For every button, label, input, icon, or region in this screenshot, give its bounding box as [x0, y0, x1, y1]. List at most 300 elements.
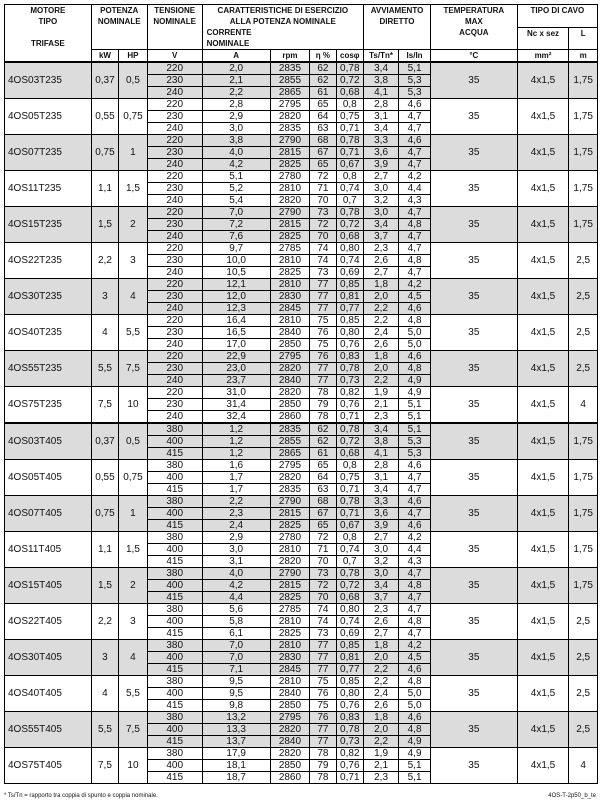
current-ratio: 5,3: [399, 448, 431, 460]
cable-section: 4x1,5: [517, 423, 569, 460]
rpm: 2840: [270, 688, 310, 700]
current: 13,3: [202, 724, 270, 736]
rpm: 2815: [270, 508, 310, 520]
power-factor: 0,74: [336, 544, 363, 556]
cable-length: 1,75: [569, 62, 598, 99]
current: 9,7: [202, 243, 270, 255]
power-factor: 0,77: [336, 303, 363, 315]
cable-length: 2,5: [569, 676, 598, 712]
header-cable-length: L: [569, 27, 598, 50]
motor-model: 4OS40T405: [5, 676, 92, 712]
current: 7,1: [202, 664, 270, 676]
table-header: [5, 5, 598, 63]
current: 9,5: [202, 688, 270, 700]
power-kw: 0,37: [91, 62, 118, 99]
current-ratio: 4,6: [399, 520, 431, 532]
rpm: 2825: [270, 520, 310, 532]
motor-model: 4OS03T235: [5, 62, 92, 99]
efficiency: 75: [310, 700, 336, 712]
table-row: [5, 568, 598, 580]
efficiency: 64: [310, 111, 336, 123]
current: 2,0: [202, 62, 270, 75]
motor-model: 4OS55T405: [5, 712, 92, 748]
table-row: [5, 351, 598, 363]
table-row: [5, 423, 598, 436]
power-factor: 0,69: [336, 267, 363, 279]
max-water-temp: 35: [430, 315, 517, 351]
torque-ratio: 1,9: [364, 748, 399, 760]
voltage: 415: [147, 700, 202, 712]
current-ratio: 4,7: [399, 508, 431, 520]
rpm: 2830: [270, 291, 310, 303]
voltage: 400: [147, 652, 202, 664]
unit-label: °C: [430, 50, 517, 63]
voltage: 415: [147, 736, 202, 748]
power-hp: 10: [119, 387, 148, 424]
power-factor: 0,72: [336, 436, 363, 448]
current: 31,4: [202, 399, 270, 411]
current: 5,4: [202, 195, 270, 207]
motor-model: 4OS40T235: [5, 315, 92, 351]
torque-ratio: 2,6: [364, 616, 399, 628]
torque-ratio: 3,6: [364, 147, 399, 159]
power-kw: 4: [91, 676, 118, 712]
power-factor: 0,78: [336, 363, 363, 375]
voltage: 230: [147, 291, 202, 303]
torque-ratio: 2,2: [364, 303, 399, 315]
voltage: 240: [147, 195, 202, 207]
current-ratio: 4,5: [399, 291, 431, 303]
efficiency: 63: [310, 484, 336, 496]
voltage: 380: [147, 423, 202, 436]
current-ratio: 4,7: [399, 628, 431, 640]
voltage: 415: [147, 556, 202, 568]
current: 22,9: [202, 351, 270, 363]
power-hp: 10: [119, 748, 148, 784]
power-kw: 0,55: [91, 99, 118, 135]
cable-section: 4x1,5: [517, 62, 569, 99]
rpm: 2835: [270, 423, 310, 436]
power-hp: 3: [119, 604, 148, 640]
power-hp: 0,75: [119, 99, 148, 135]
power-factor: 0,71: [336, 772, 363, 784]
rpm: 2795: [270, 712, 310, 724]
torque-ratio: 3,6: [364, 508, 399, 520]
current-ratio: 4,8: [399, 315, 431, 327]
current: 12,1: [202, 279, 270, 291]
efficiency: 65: [310, 159, 336, 171]
current: 18,7: [202, 772, 270, 784]
cable-section: 4x1,5: [517, 387, 569, 424]
torque-ratio: 1,8: [364, 279, 399, 291]
cable-section: 4x1,5: [517, 135, 569, 171]
voltage: 240: [147, 231, 202, 243]
current-ratio: 4,8: [399, 676, 431, 688]
power-factor: 0,71: [336, 147, 363, 159]
efficiency: 77: [310, 303, 336, 315]
efficiency: 78: [310, 387, 336, 399]
efficiency: 76: [310, 712, 336, 724]
current-ratio: 4,2: [399, 171, 431, 183]
torque-ratio: 2,3: [364, 772, 399, 784]
max-water-temp: 35: [430, 532, 517, 568]
power-factor: 0,80: [336, 327, 363, 339]
torque-ratio: 3,0: [364, 183, 399, 195]
rpm: 2790: [270, 568, 310, 580]
cable-section: 4x1,5: [517, 748, 569, 784]
max-water-temp: 35: [430, 712, 517, 748]
motor-model: 4OS11T405: [5, 532, 92, 568]
rpm: 2810: [270, 616, 310, 628]
voltage: 415: [147, 664, 202, 676]
voltage: 380: [147, 676, 202, 688]
torque-ratio: 3,1: [364, 111, 399, 123]
current: 7,0: [202, 640, 270, 652]
cable-section: 4x1,5: [517, 532, 569, 568]
voltage: 220: [147, 207, 202, 219]
current-ratio: 4,3: [399, 195, 431, 207]
current-ratio: 4,2: [399, 279, 431, 291]
current: 13,7: [202, 736, 270, 748]
header-cable-section: Nc x sez: [517, 27, 569, 50]
torque-ratio: 2,0: [364, 291, 399, 303]
document-code: 4OS-T-2p50_b_te: [548, 793, 596, 799]
power-factor: 0,83: [336, 712, 363, 724]
table-row: [5, 207, 598, 219]
efficiency: 78: [310, 748, 336, 760]
power-factor: 0,68: [336, 592, 363, 604]
efficiency: 65: [310, 520, 336, 532]
current: 16,4: [202, 315, 270, 327]
current-ratio: 5,0: [399, 700, 431, 712]
table-row: [5, 135, 598, 147]
torque-ratio: 1,8: [364, 712, 399, 724]
efficiency: 73: [310, 628, 336, 640]
rpm: 2810: [270, 640, 310, 652]
rpm: 2825: [270, 159, 310, 171]
unit-label: V: [147, 50, 202, 63]
rpm: 2850: [270, 399, 310, 411]
torque-ratio: 3,3: [364, 496, 399, 508]
rpm: 2820: [270, 748, 310, 760]
current: 9,5: [202, 676, 270, 688]
current: 23,0: [202, 363, 270, 375]
current: 10,5: [202, 267, 270, 279]
rpm: 2810: [270, 315, 310, 327]
current-ratio: 5,1: [399, 62, 431, 75]
current: 3,1: [202, 556, 270, 568]
current-ratio: 4,6: [399, 496, 431, 508]
max-water-temp: 35: [430, 423, 517, 460]
current: 1,7: [202, 472, 270, 484]
max-water-temp: 35: [430, 640, 517, 676]
torque-ratio: 3,4: [364, 580, 399, 592]
efficiency: 72: [310, 532, 336, 544]
voltage: 415: [147, 520, 202, 532]
power-kw: 4: [91, 315, 118, 351]
unit-label: kW: [91, 50, 118, 63]
unit-label: rpm: [270, 50, 310, 63]
header-cable: TIPO DI CAVO: [517, 5, 597, 28]
cable-length: 2,5: [569, 640, 598, 676]
power-factor: 0,67: [336, 520, 363, 532]
power-factor: 0,67: [336, 159, 363, 171]
efficiency: 77: [310, 652, 336, 664]
current-ratio: 4,7: [399, 592, 431, 604]
voltage: 220: [147, 387, 202, 399]
voltage: 220: [147, 243, 202, 255]
rpm: 2780: [270, 532, 310, 544]
current: 17,0: [202, 339, 270, 351]
current-ratio: 4,6: [399, 135, 431, 147]
efficiency: 74: [310, 243, 336, 255]
rpm: 2865: [270, 87, 310, 99]
current-ratio: 5,3: [399, 87, 431, 99]
power-factor: 0,82: [336, 387, 363, 399]
power-hp: 4: [119, 279, 148, 315]
motor-model: 4OS11T235: [5, 171, 92, 207]
rpm: 2785: [270, 604, 310, 616]
power-factor: 0,74: [336, 616, 363, 628]
current-ratio: 5,1: [399, 399, 431, 411]
header-temp: TEMPERATURA MAX ACQUA: [430, 5, 517, 50]
voltage: 230: [147, 183, 202, 195]
power-hp: 5,5: [119, 676, 148, 712]
current: 12,3: [202, 303, 270, 315]
power-factor: 0,81: [336, 291, 363, 303]
power-factor: 0,78: [336, 135, 363, 147]
current: 23,7: [202, 375, 270, 387]
power-factor: 0,73: [336, 736, 363, 748]
cable-section: 4x1,5: [517, 496, 569, 532]
motor-model: 4OS15T405: [5, 568, 92, 604]
rpm: 2820: [270, 195, 310, 207]
voltage: 230: [147, 111, 202, 123]
cable-length: 2,5: [569, 604, 598, 640]
current-ratio: 4,7: [399, 123, 431, 135]
cable-section: 4x1,5: [517, 99, 569, 135]
torque-ratio: 2,7: [364, 628, 399, 640]
rpm: 2825: [270, 267, 310, 279]
motor-model: 4OS05T235: [5, 99, 92, 135]
max-water-temp: 35: [430, 568, 517, 604]
power-factor: 0,72: [336, 75, 363, 87]
efficiency: 75: [310, 676, 336, 688]
efficiency: 77: [310, 724, 336, 736]
efficiency: 77: [310, 375, 336, 387]
power-factor: 0,68: [336, 448, 363, 460]
current: 18,1: [202, 760, 270, 772]
power-factor: 0,75: [336, 472, 363, 484]
unit-label: HP: [119, 50, 148, 63]
power-hp: 1,5: [119, 171, 148, 207]
current-ratio: 4,2: [399, 532, 431, 544]
torque-ratio: 2,0: [364, 652, 399, 664]
efficiency: 68: [310, 135, 336, 147]
cable-section: 4x1,5: [517, 351, 569, 387]
current-ratio: 4,4: [399, 544, 431, 556]
current-ratio: 4,6: [399, 664, 431, 676]
current: 4,4: [202, 592, 270, 604]
table-row: [5, 99, 598, 111]
table-row: [5, 243, 598, 255]
efficiency: 72: [310, 219, 336, 231]
efficiency: 72: [310, 580, 336, 592]
current-ratio: 4,8: [399, 363, 431, 375]
current-ratio: 4,9: [399, 387, 431, 399]
voltage: 380: [147, 460, 202, 472]
cable-length: 1,75: [569, 496, 598, 532]
power-factor: 0,81: [336, 652, 363, 664]
current: 4,2: [202, 159, 270, 171]
efficiency: 71: [310, 183, 336, 195]
cable-section: 4x1,5: [517, 712, 569, 748]
voltage: 380: [147, 496, 202, 508]
unit-label: η %: [310, 50, 336, 63]
efficiency: 73: [310, 207, 336, 219]
efficiency: 74: [310, 604, 336, 616]
current: 2,9: [202, 111, 270, 123]
max-water-temp: 35: [430, 135, 517, 171]
table-row: [5, 171, 598, 183]
efficiency: 62: [310, 62, 336, 75]
power-factor: 0,78: [336, 724, 363, 736]
max-water-temp: 35: [430, 676, 517, 712]
voltage: 230: [147, 399, 202, 411]
cable-section: 4x1,5: [517, 207, 569, 243]
current: 32,4: [202, 411, 270, 424]
motor-model: 4OS22T235: [5, 243, 92, 279]
power-kw: 1,5: [91, 568, 118, 604]
unit-label: Ts/Tn*: [364, 50, 399, 63]
table-row: [5, 712, 598, 724]
power-factor: 0,78: [336, 423, 363, 436]
rpm: 2790: [270, 207, 310, 219]
current-ratio: 4,7: [399, 568, 431, 580]
power-factor: 0,85: [336, 279, 363, 291]
efficiency: 77: [310, 291, 336, 303]
cable-section: 4x1,5: [517, 460, 569, 496]
efficiency: 75: [310, 315, 336, 327]
torque-ratio: 3,2: [364, 195, 399, 207]
torque-ratio: 1,9: [364, 387, 399, 399]
rpm: 2820: [270, 111, 310, 123]
efficiency: 77: [310, 363, 336, 375]
efficiency: 70: [310, 556, 336, 568]
current: 12,0: [202, 291, 270, 303]
max-water-temp: 35: [430, 171, 517, 207]
voltage: 400: [147, 436, 202, 448]
rpm: 2825: [270, 628, 310, 640]
power-factor: 0,80: [336, 688, 363, 700]
voltage: 415: [147, 628, 202, 640]
current-ratio: 4,8: [399, 724, 431, 736]
power-factor: 0,8: [336, 171, 363, 183]
power-factor: 0,73: [336, 375, 363, 387]
rpm: 2850: [270, 700, 310, 712]
rpm: 2795: [270, 99, 310, 111]
voltage: 400: [147, 760, 202, 772]
voltage: 240: [147, 123, 202, 135]
torque-ratio: 3,0: [364, 568, 399, 580]
efficiency: 65: [310, 99, 336, 111]
max-water-temp: 35: [430, 62, 517, 99]
torque-ratio: 3,8: [364, 75, 399, 87]
current: 1,6: [202, 460, 270, 472]
current: 9,8: [202, 700, 270, 712]
motor-model: 4OS07T405: [5, 496, 92, 532]
torque-ratio: 2,4: [364, 327, 399, 339]
power-hp: 4: [119, 640, 148, 676]
current-ratio: 4,6: [399, 712, 431, 724]
torque-ratio: 2,2: [364, 676, 399, 688]
cable-length: 1,75: [569, 460, 598, 496]
power-kw: 0,75: [91, 135, 118, 171]
cable-length: 1,75: [569, 207, 598, 243]
voltage: 400: [147, 580, 202, 592]
current: 31,0: [202, 387, 270, 399]
max-water-temp: 35: [430, 243, 517, 279]
power-factor: 0,83: [336, 351, 363, 363]
table-row: [5, 748, 598, 760]
current: 7,0: [202, 652, 270, 664]
power-kw: 2,2: [91, 604, 118, 640]
motor-model: 4OS22T405: [5, 604, 92, 640]
efficiency: 76: [310, 327, 336, 339]
power-factor: 0,78: [336, 207, 363, 219]
max-water-temp: 35: [430, 387, 517, 424]
efficiency: 67: [310, 147, 336, 159]
torque-ratio: 2,3: [364, 243, 399, 255]
current-ratio: 4,7: [399, 484, 431, 496]
rpm: 2860: [270, 411, 310, 424]
torque-ratio: 3,4: [364, 423, 399, 436]
current-ratio: 4,7: [399, 207, 431, 219]
voltage: 400: [147, 508, 202, 520]
current: 3,8: [202, 135, 270, 147]
cable-length: 2,5: [569, 351, 598, 387]
motor-model: 4OS05T405: [5, 460, 92, 496]
torque-ratio: 2,6: [364, 255, 399, 267]
table-row: [5, 496, 598, 508]
current-ratio: 5,1: [399, 411, 431, 424]
power-factor: 0,71: [336, 411, 363, 424]
power-hp: 2: [119, 207, 148, 243]
max-water-temp: 35: [430, 351, 517, 387]
power-factor: 0,77: [336, 664, 363, 676]
rpm: 2790: [270, 135, 310, 147]
power-factor: 0,72: [336, 580, 363, 592]
max-water-temp: 35: [430, 748, 517, 784]
motor-model: 4OS03T405: [5, 423, 92, 460]
table-row: [5, 604, 598, 616]
cable-length: 2,5: [569, 315, 598, 351]
cable-section: 4x1,5: [517, 315, 569, 351]
current: 5,8: [202, 616, 270, 628]
current-ratio: 4,7: [399, 147, 431, 159]
efficiency: 74: [310, 616, 336, 628]
current: 2,3: [202, 508, 270, 520]
voltage: 240: [147, 375, 202, 387]
current-ratio: 4,7: [399, 111, 431, 123]
cable-length: 4: [569, 748, 598, 784]
unit-label: A: [202, 50, 270, 63]
efficiency: 79: [310, 399, 336, 411]
power-factor: 0,68: [336, 87, 363, 99]
efficiency: 63: [310, 123, 336, 135]
current-ratio: 5,0: [399, 688, 431, 700]
motor-spec-table: [4, 4, 598, 784]
